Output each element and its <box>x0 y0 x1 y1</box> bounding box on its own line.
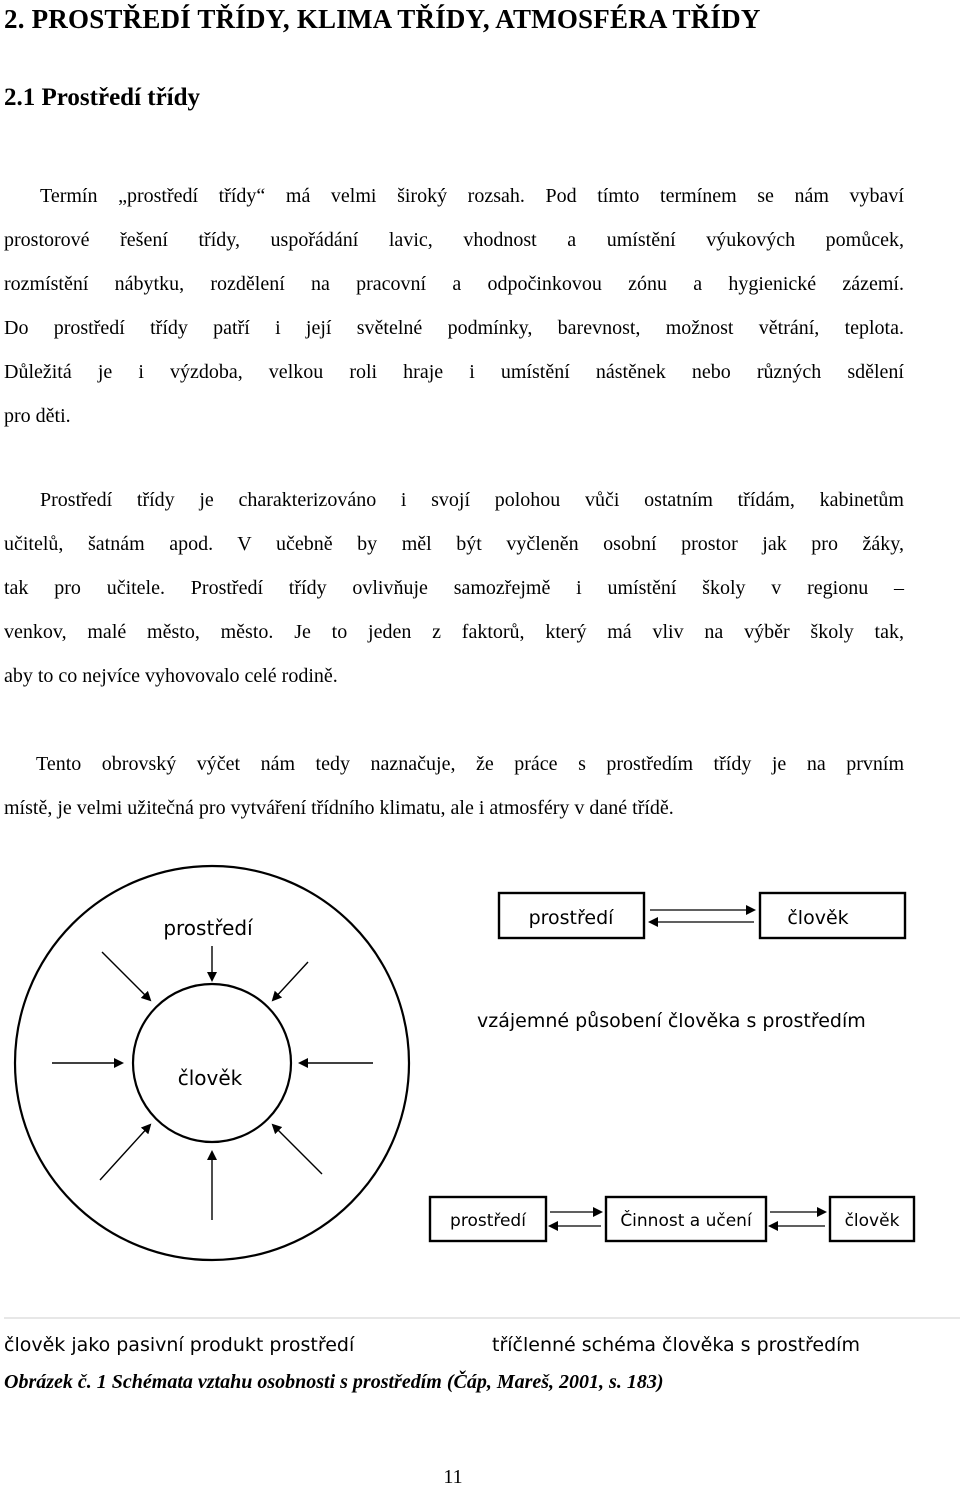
paragraph-line: venkov, malé město, město. Je to jeden z faktorů, který má vliv na výběr školy tak, <box>4 621 904 643</box>
chapter-heading: 2. PROSTŘEDÍ TŘÍDY, KLIMA TŘÍDY, ATMOSFÉRA TŘÍDY <box>4 4 761 34</box>
paragraph-summary <box>4 742 904 830</box>
box-environment-label: prostředí <box>528 907 614 929</box>
box-activity-learning-label: Činnost a učení <box>620 1211 752 1231</box>
paragraph-line: místě, je velmi užitečná pro vytváření třídního klimatu, ale i atmosféry v dané třídě. <box>4 797 674 819</box>
circle-diagram <box>15 866 409 1260</box>
paragraph-line: prostorové řešení třídy, uspořádání lavic, vhodnost a umístění výukových pomůcek, <box>4 229 904 251</box>
section-heading: 2.1 Prostředí třídy <box>4 84 201 111</box>
page-number: 11 <box>443 1466 463 1488</box>
paragraph-line: Prostředí třídy je charakterizováno i svojí polohou vůči ostatním třídám, kabinetům <box>40 489 904 511</box>
figure-caption: Obrázek č. 1 Schémata vztahu osobnosti s prostředím (Čáp, Mareš, 2001, s. 183) <box>4 1371 664 1393</box>
two-box-diagram <box>477 893 905 1032</box>
paragraph-line: Termín „prostředí třídy“ má velmi široký rozsah. Pod tímto termínem se nám vybaví <box>40 185 904 207</box>
paragraph-line: učitelů, šatnám apod. V učebně by měl být vyčleněn osobní prostor jak pro žáky, <box>4 533 904 555</box>
paragraph-classroom-position <box>4 478 904 698</box>
inner-circle <box>133 984 291 1142</box>
figure-schemes <box>0 860 960 1370</box>
paragraph-line: Do prostředí třídy patří i její světelné podmínky, barevnost, možnost větrání, teplota. <box>4 317 904 339</box>
box-human-label: člověk <box>787 907 849 929</box>
three-box-diagram <box>430 1197 914 1241</box>
paragraph-line: Důležitá je i výzdoba, velkou roli hraje i umístění nástěnek nebo různých sdělení <box>4 361 904 383</box>
paragraph-classroom-environment <box>4 174 904 438</box>
circle-diagram-caption: člověk jako pasivní produkt prostředí <box>4 1334 355 1356</box>
paragraph-line: rozmístění nábytku, rozdělení na pracovní a odpočinkovou zónu a hygienické zázemí. <box>4 273 904 295</box>
inner-circle-label: člověk <box>177 1066 243 1090</box>
paragraph-line: pro děti. <box>4 405 71 427</box>
two-box-caption: vzájemné působení člověka s prostředím <box>477 1010 866 1032</box>
box-environment-label: prostředí <box>450 1211 526 1231</box>
box-human-label: člověk <box>844 1211 900 1231</box>
outer-circle-label: prostředí <box>163 916 253 940</box>
paragraph-line: Tento obrovský výčet nám tedy naznačuje, že práce s prostředím třídy je na prvním <box>36 753 904 775</box>
paragraph-line: aby to co nejvíce vyhovovalo celé rodině. <box>4 665 338 687</box>
paragraph-line: tak pro učitele. Prostředí třídy ovlivňuje samozřejmě i umístění školy v regionu – <box>4 577 904 599</box>
three-box-caption: tříčlenné schéma člověka s prostředím <box>492 1334 860 1356</box>
